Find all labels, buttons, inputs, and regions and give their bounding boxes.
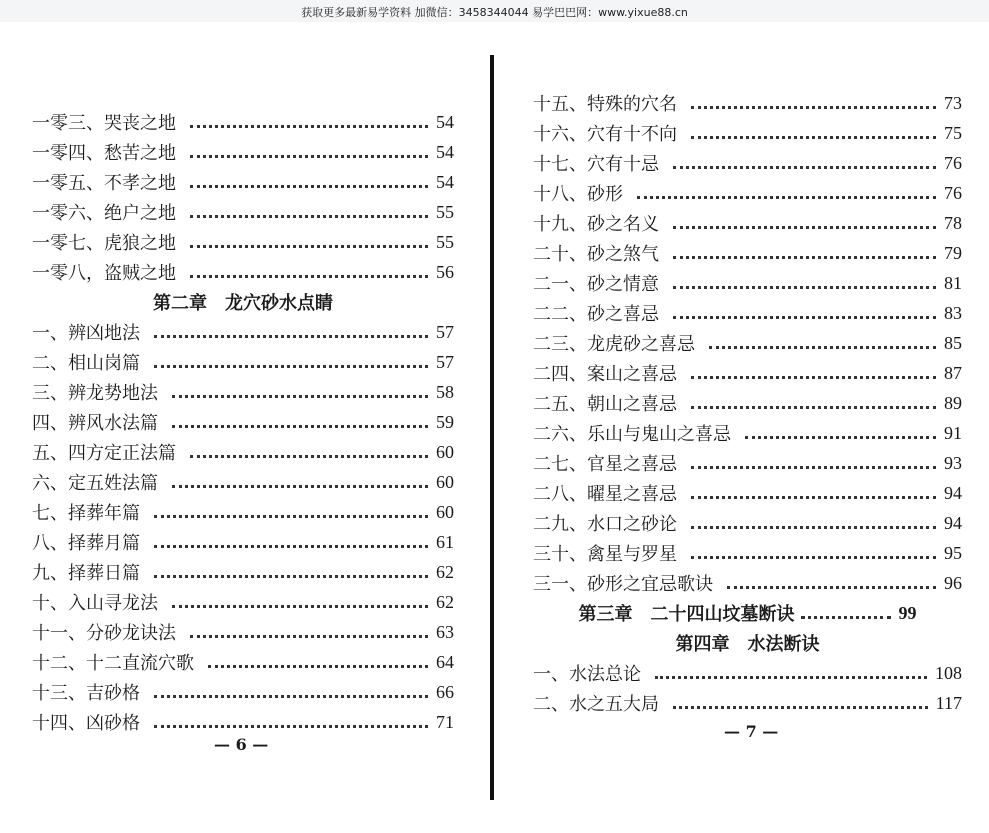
toc-entry <box>32 707 454 737</box>
dot-leader <box>691 556 936 559</box>
toc-entry-page: 60 <box>436 471 454 492</box>
chapter-heading <box>533 628 962 658</box>
toc-entry-page: 87 <box>944 362 962 383</box>
dot-leader <box>172 395 428 398</box>
toc-entry-page: 108 <box>935 662 962 683</box>
toc-entry-title: 二、水之五大局 <box>533 694 659 715</box>
toc-entry <box>533 448 962 478</box>
toc-entry-title: 一零七、虎狼之地 <box>32 233 176 254</box>
toc-entry <box>533 208 962 238</box>
toc-entry-title: 二九、水口之砂论 <box>533 514 677 535</box>
toc-entry-page: 75 <box>944 122 962 143</box>
dot-leader <box>673 166 936 169</box>
dot-leader <box>637 196 936 199</box>
toc-entry-page: 58 <box>436 381 454 402</box>
toc-entry-title: 一零六、绝户之地 <box>32 203 176 224</box>
toc-entry <box>533 268 962 298</box>
toc-entry-title: 二三、龙虎砂之喜忌 <box>533 334 695 355</box>
toc-entry <box>533 238 962 268</box>
dot-leader <box>172 425 428 428</box>
dot-leader <box>190 455 428 458</box>
dot-leader <box>190 155 428 158</box>
toc-entry <box>533 538 962 568</box>
toc-entry-page: 78 <box>944 212 962 233</box>
toc-entry-page: 55 <box>436 201 454 222</box>
dot-leader <box>691 136 936 139</box>
chapter-heading <box>533 598 962 628</box>
toc-entry-title: 十二、十二直流穴歌 <box>32 653 194 674</box>
toc-entry-page: 85 <box>944 332 962 353</box>
toc-entry-title: 十七、穴有十忌 <box>533 154 659 175</box>
toc-entry-page: 81 <box>944 272 962 293</box>
dot-leader <box>691 376 936 379</box>
dot-leader <box>190 125 428 128</box>
toc-entry-title: 三一、砂形之宜忌歌诀 <box>533 574 713 595</box>
toc-entry <box>533 418 962 448</box>
book-spine-divider <box>490 55 494 800</box>
toc-entry-title: 二五、朝山之喜忌 <box>533 394 677 415</box>
toc-entry <box>32 347 454 377</box>
toc-entry-page: 55 <box>436 231 454 252</box>
dot-leader <box>190 275 428 278</box>
dot-leader <box>154 575 428 578</box>
left-page-number: — 6 — <box>214 735 269 754</box>
toc-entry-title: 三、辨龙势地法 <box>32 383 158 404</box>
toc-entry <box>533 478 962 508</box>
dot-leader <box>655 676 927 679</box>
toc-entry <box>533 658 962 688</box>
dot-leader <box>154 515 428 518</box>
toc-entry-page: 63 <box>436 621 454 642</box>
toc-entry-page: 71 <box>436 711 454 732</box>
dot-leader <box>691 106 936 109</box>
toc-entry-page: 79 <box>944 242 962 263</box>
right-page-number: — 7 — <box>724 722 779 741</box>
toc-entry-title: 一零三、哭丧之地 <box>32 113 176 134</box>
toc-entry-title: 二二、砂之喜忌 <box>533 304 659 325</box>
toc-entry <box>32 227 454 257</box>
toc-entry-page: 56 <box>436 261 454 282</box>
toc-entry-title: 二六、乐山与鬼山之喜忌 <box>533 424 731 445</box>
toc-entry-page: 59 <box>436 411 454 432</box>
toc-entry-title: 四、辨风水法篇 <box>32 413 158 434</box>
chapter-heading <box>32 287 454 317</box>
toc-entry <box>533 88 962 118</box>
toc-entry-page: 57 <box>436 351 454 372</box>
toc-entry <box>533 148 962 178</box>
dot-leader <box>172 605 428 608</box>
toc-entry <box>32 527 454 557</box>
toc-entry-page: 76 <box>944 152 962 173</box>
dot-leader <box>154 695 428 698</box>
dot-leader <box>154 365 428 368</box>
toc-entry <box>32 407 454 437</box>
right-page-toc <box>533 88 962 718</box>
toc-entry-title: 一零八，盗贼之地 <box>32 263 176 284</box>
toc-entry-page: 66 <box>436 681 454 702</box>
toc-entry-title: 五、四方定正法篇 <box>32 443 176 464</box>
toc-entry-page: 93 <box>944 452 962 473</box>
toc-entry <box>533 178 962 208</box>
toc-entry-title: 十三、吉砂格 <box>32 683 140 704</box>
toc-entry <box>32 377 454 407</box>
dot-leader <box>154 725 428 728</box>
toc-entry-page: 73 <box>944 92 962 113</box>
toc-entry <box>32 617 454 647</box>
dot-leader <box>154 545 428 548</box>
toc-entry <box>32 137 454 167</box>
toc-entry-title: 十五、特殊的穴名 <box>533 94 677 115</box>
dot-leader <box>673 256 936 259</box>
toc-entry-page: 117 <box>935 692 962 713</box>
toc-entry-title: 十、入山寻龙法 <box>32 593 158 614</box>
toc-entry <box>533 568 962 598</box>
toc-entry <box>32 437 454 467</box>
toc-entry-page: 54 <box>436 171 454 192</box>
toc-entry <box>32 587 454 617</box>
toc-entry-title: 八、择葬月篇 <box>32 533 140 554</box>
toc-entry-page: 76 <box>944 182 962 203</box>
toc-entry-title: 二七、官星之喜忌 <box>533 454 677 475</box>
dot-leader <box>190 245 428 248</box>
dot-leader <box>190 185 428 188</box>
toc-entry-page: 60 <box>436 441 454 462</box>
toc-entry-title: 二一、砂之情意 <box>533 274 659 295</box>
left-page-toc <box>32 107 454 737</box>
dot-leader <box>673 316 936 319</box>
toc-entry <box>533 118 962 148</box>
toc-entry-title: 一零四、愁苦之地 <box>32 143 176 164</box>
toc-entry <box>32 497 454 527</box>
toc-entry <box>32 677 454 707</box>
dot-leader <box>691 466 936 469</box>
toc-entry <box>32 167 454 197</box>
toc-entry-title: 七、择葬年篇 <box>32 503 140 524</box>
toc-entry-page: 57 <box>436 321 454 342</box>
toc-entry <box>32 257 454 287</box>
toc-entry-title: 十八、砂形 <box>533 184 623 205</box>
toc-entry <box>32 197 454 227</box>
toc-entry-title: 二四、案山之喜忌 <box>533 364 677 385</box>
dot-leader <box>172 485 428 488</box>
toc-entry-title: 十六、穴有十不向 <box>533 124 677 145</box>
toc-entry-page: 89 <box>944 392 962 413</box>
toc-entry-title: 一、水法总论 <box>533 664 641 685</box>
toc-entry-title: 二八、曜星之喜忌 <box>533 484 677 505</box>
toc-entry <box>32 107 454 137</box>
dot-leader <box>691 496 936 499</box>
toc-entry <box>533 328 962 358</box>
toc-entry <box>32 467 454 497</box>
dot-leader <box>190 215 428 218</box>
toc-entry-page: 54 <box>436 111 454 132</box>
toc-entry-page: 62 <box>436 591 454 612</box>
toc-entry <box>533 358 962 388</box>
toc-entry-page: 99 <box>898 602 917 623</box>
dot-leader <box>208 665 428 668</box>
toc-entry-title: 一零五、不孝之地 <box>32 173 176 194</box>
download-banner: 获取更多最新易学资料 加微信：3458344044 易学巴巴网：www.yixue88.cn <box>0 0 989 22</box>
toc-entry <box>533 508 962 538</box>
toc-entry-title: 九、择葬日篇 <box>32 563 140 584</box>
toc-entry-title: 第三章 二十四山坟墓断诀 <box>578 604 795 625</box>
toc-entry-page: 60 <box>436 501 454 522</box>
toc-entry-page: 95 <box>944 542 962 563</box>
dot-leader <box>673 706 928 709</box>
dot-leader <box>745 436 936 439</box>
toc-entry-page: 61 <box>436 531 454 552</box>
dot-leader <box>673 226 936 229</box>
toc-entry <box>32 557 454 587</box>
toc-entry <box>533 688 962 718</box>
toc-entry-title: 第二章 龙穴砂水点睛 <box>153 293 333 314</box>
toc-entry-title: 十一、分砂龙诀法 <box>32 623 176 644</box>
dot-leader <box>673 286 936 289</box>
toc-entry-page: 96 <box>944 572 962 593</box>
toc-entry-title: 十四、凶砂格 <box>32 713 140 734</box>
dot-leader <box>691 526 936 529</box>
toc-entry-title: 第四章 水法断诀 <box>675 634 820 655</box>
toc-entry <box>32 647 454 677</box>
dot-leader <box>190 635 428 638</box>
toc-entry-page: 91 <box>944 422 962 443</box>
toc-entry-page: 62 <box>436 561 454 582</box>
dot-leader <box>154 335 428 338</box>
toc-entry <box>533 298 962 328</box>
toc-entry-title: 二、相山岗篇 <box>32 353 140 374</box>
dot-leader <box>709 346 936 349</box>
toc-entry-page: 64 <box>436 651 454 672</box>
dot-leader <box>801 616 891 619</box>
toc-entry-page: 94 <box>944 512 962 533</box>
toc-entry-title: 十九、砂之名义 <box>533 214 659 235</box>
toc-entry-page: 54 <box>436 141 454 162</box>
toc-entry <box>533 388 962 418</box>
toc-entry-title: 一、辨凶地法 <box>32 323 140 344</box>
toc-entry-page: 83 <box>944 302 962 323</box>
toc-entry-title: 六、定五姓法篇 <box>32 473 158 494</box>
toc-entry-title: 二十、砂之煞气 <box>533 244 659 265</box>
dot-leader <box>727 586 936 589</box>
toc-entry <box>32 317 454 347</box>
dot-leader <box>691 406 936 409</box>
toc-entry-title: 三十、禽星与罗星 <box>533 544 677 565</box>
toc-entry-page: 94 <box>944 482 962 503</box>
